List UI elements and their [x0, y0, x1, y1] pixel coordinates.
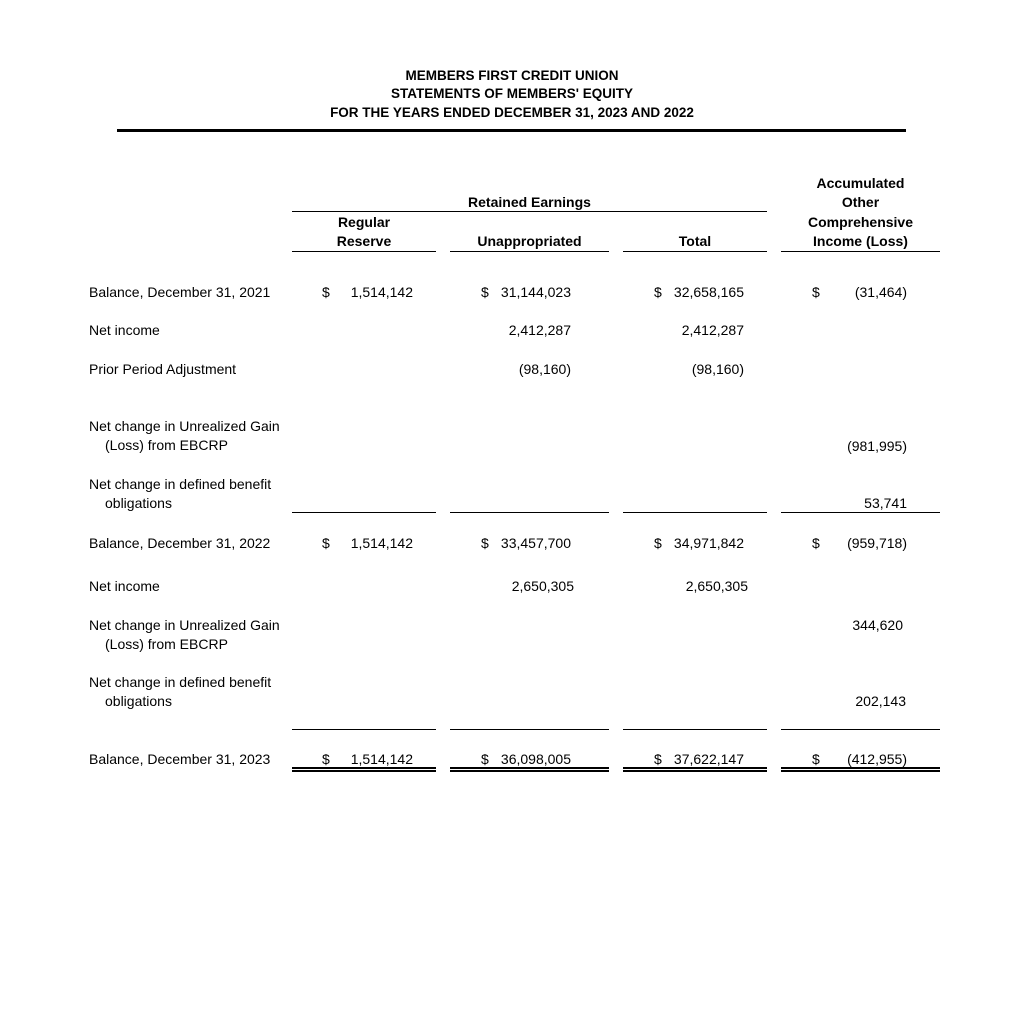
double-rule-aoci-bottom	[781, 770, 940, 772]
net-income-2023-total: 2,650,305	[685, 578, 748, 594]
unrealized-gain-2023-aoci: 344,620	[852, 617, 903, 633]
currency-symbol: $	[812, 535, 820, 551]
aoci-header-line2: Other	[841, 194, 880, 210]
unappropriated-header: Unappropriated	[477, 233, 582, 249]
row-label-net-income-2022: Net income	[89, 322, 160, 338]
row-label-unrealized-gain-2023-line1: Net change in Unrealized Gain	[89, 617, 280, 633]
currency-symbol: $	[481, 751, 489, 767]
subtotal-rule-regular	[292, 729, 436, 730]
double-rule-unappropriated-top	[450, 767, 609, 769]
currency-symbol: $	[322, 751, 330, 767]
row-label-net-income-2023: Net income	[89, 578, 160, 594]
row-label-balance-2022: Balance, December 31, 2022	[89, 535, 271, 551]
retained-earnings-rule	[292, 211, 767, 212]
defined-benefit-2023-aoci: 202,143	[855, 693, 906, 709]
currency-symbol: $	[654, 284, 662, 300]
balance-2023-regular: 1,514,142	[350, 751, 413, 767]
total-header: Total	[678, 233, 712, 249]
balance-2021-aoci: (31,464)	[854, 284, 907, 300]
currency-symbol: $	[481, 535, 489, 551]
title-rule	[117, 129, 906, 132]
currency-symbol: $	[812, 284, 820, 300]
company-name: MEMBERS FIRST CREDIT UNION	[405, 68, 619, 83]
currency-symbol: $	[654, 751, 662, 767]
double-rule-total-top	[623, 767, 767, 769]
double-rule-regular-bottom	[292, 770, 436, 772]
subtotal-rule-unappropriated	[450, 512, 609, 513]
aoci-header-line3: Comprehensive	[807, 214, 914, 230]
header-rule-aoci	[781, 251, 940, 252]
currency-symbol: $	[322, 535, 330, 551]
balance-2023-total: 37,622,147	[673, 751, 744, 767]
row-label-unrealized-gain-2022-line2: (Loss) from EBCRP	[105, 437, 228, 453]
double-rule-total-bottom	[623, 770, 767, 772]
prior-period-adjustment-total: (98,160)	[691, 361, 744, 377]
row-label-defined-benefit-2023-line2: obligations	[105, 693, 172, 709]
row-label-defined-benefit-2022-line1: Net change in defined benefit	[89, 476, 272, 492]
net-income-2022-total: 2,412,287	[681, 322, 744, 338]
subtotal-rule-unappropriated	[450, 729, 609, 730]
aoci-header-line1: Accumulated	[816, 175, 905, 191]
row-label-balance-2023: Balance, December 31, 2023	[89, 751, 271, 767]
double-rule-unappropriated-bottom	[450, 770, 609, 772]
statement-title: STATEMENTS OF MEMBERS' EQUITY	[391, 86, 633, 101]
row-label-defined-benefit-2022-line2: obligations	[105, 495, 172, 511]
header-rule-unappropriated	[450, 251, 609, 252]
row-label-defined-benefit-2023-line1: Net change in defined benefit	[89, 674, 272, 690]
currency-symbol: $	[812, 751, 820, 767]
subtotal-rule-aoci	[781, 729, 940, 730]
regular-reserve-header-line2: Reserve	[336, 233, 392, 249]
header-rule-total	[623, 251, 767, 252]
row-label-unrealized-gain-2023-line2: (Loss) from EBCRP	[105, 636, 228, 652]
unrealized-gain-2022-aoci: (981,995)	[847, 438, 907, 454]
currency-symbol: $	[322, 284, 330, 300]
balance-2022-total: 34,971,842	[673, 535, 744, 551]
statement-period: FOR THE YEARS ENDED DECEMBER 31, 2023 AND 2022	[330, 105, 694, 120]
row-label-balance-2021: Balance, December 31, 2021	[89, 284, 271, 300]
balance-2022-aoci: (959,718)	[847, 535, 907, 551]
subtotal-rule-total	[623, 729, 767, 730]
balance-2021-unappropriated: 31,144,023	[500, 284, 571, 300]
retained-earnings-header: Retained Earnings	[468, 194, 591, 210]
balance-2022-unappropriated: 33,457,700	[500, 535, 571, 551]
aoci-header-line4: Income (Loss)	[813, 233, 908, 249]
subtotal-rule-total	[623, 512, 767, 513]
double-rule-aoci-top	[781, 767, 940, 769]
balance-2022-regular: 1,514,142	[350, 535, 413, 551]
row-label-prior-period-adjustment: Prior Period Adjustment	[89, 361, 237, 377]
net-income-2023-unappropriated: 2,650,305	[511, 578, 574, 594]
net-income-2022-unappropriated: 2,412,287	[508, 322, 571, 338]
double-rule-regular-top	[292, 767, 436, 769]
defined-benefit-2022-aoci: 53,741	[864, 495, 907, 511]
subtotal-rule-aoci	[781, 512, 940, 513]
prior-period-adjustment-unappropriated: (98,160)	[518, 361, 571, 377]
currency-symbol: $	[654, 535, 662, 551]
balance-2021-total: 32,658,165	[673, 284, 744, 300]
header-rule-regular	[292, 251, 436, 252]
regular-reserve-header-line1: Regular	[337, 214, 391, 230]
row-label-unrealized-gain-2022-line1: Net change in Unrealized Gain	[89, 418, 280, 434]
balance-2023-aoci: (412,955)	[847, 751, 907, 767]
balance-2021-regular: 1,514,142	[350, 284, 413, 300]
balance-2023-unappropriated: 36,098,005	[500, 751, 571, 767]
subtotal-rule-regular	[292, 512, 436, 513]
currency-symbol: $	[481, 284, 489, 300]
